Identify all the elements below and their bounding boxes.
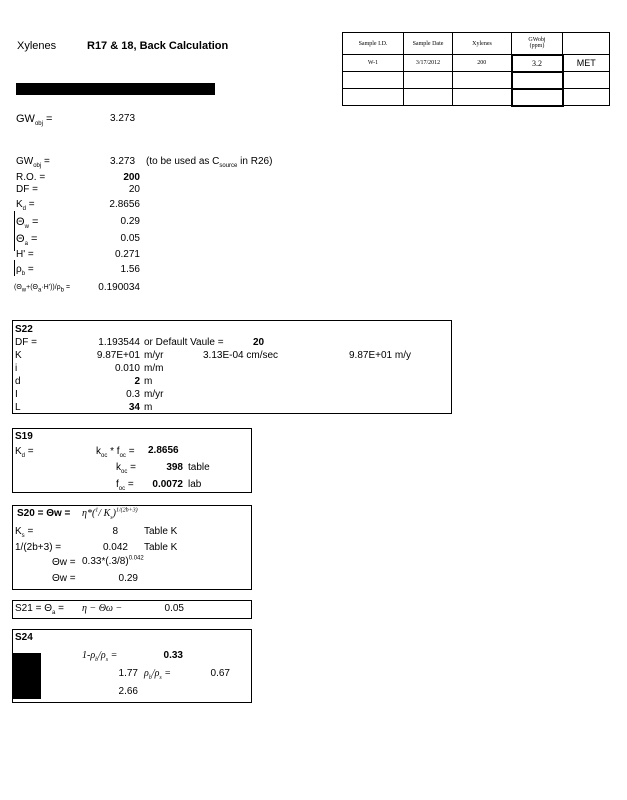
bracket-line xyxy=(14,211,15,251)
df-label: DF = xyxy=(16,184,38,195)
s21-title: $S21 = \Theta_a$ = xyxy=(15,603,64,616)
sample-table xyxy=(342,32,610,107)
s22-label: K xyxy=(15,350,22,361)
s19-formula: $k_{oc} * f_{oc}$ = xyxy=(96,446,135,459)
s20-title: S20 = Θw = xyxy=(17,508,71,519)
cell-sample-date: 3/17/2012 xyxy=(404,55,453,72)
s22-value: 0.010 xyxy=(114,363,140,374)
kd-label: $K_d$ = xyxy=(16,199,35,212)
s19-title: S19 xyxy=(15,431,33,442)
s24-value-1: 0.33 xyxy=(163,650,183,661)
s20-exp-note: Table K xyxy=(144,542,178,553)
s22-label: L xyxy=(15,402,21,413)
s20-ks-note: Table K xyxy=(144,526,178,537)
s24-title: S24 xyxy=(15,632,33,643)
s24-formula-2: $\rho_b/\rho_s$ = xyxy=(144,668,171,681)
s22-unit: m xyxy=(144,376,153,387)
s19-foc-value: 0.0072 xyxy=(152,479,183,490)
s22-unit: m/m xyxy=(144,363,164,374)
gwobj-top-value: 3.273 xyxy=(110,113,136,124)
s20-theta-value: 0.29 xyxy=(118,573,138,584)
theta-w-label: $\Theta_w$ = xyxy=(16,216,39,231)
s22-title: S22 xyxy=(15,324,33,335)
s22-value: 1.193544 xyxy=(98,337,140,348)
df-value: 20 xyxy=(128,184,140,195)
s21-formula: η − Θω − xyxy=(82,603,123,614)
s22-extra2: 9.87E+01 m/y xyxy=(349,350,411,361)
factor-label: $(\Theta_w+(\Theta_a\cdot H'))/\rho_b$ = xyxy=(14,284,71,294)
s19-koc-note: table xyxy=(188,462,210,473)
s20-exp-label: 1/(2b+3) = xyxy=(15,542,62,553)
cell-status: MET xyxy=(563,55,610,72)
theta-w-value: 0.29 xyxy=(120,216,140,227)
s19-foc-note: lab xyxy=(188,479,202,490)
cell-sample-id: W-1 xyxy=(343,55,404,72)
cell-xylenes: 200 xyxy=(453,55,512,72)
s24-value-3: 0.67 xyxy=(210,668,230,679)
gwobj-note: (to be used as $C_{source}$ in R26) xyxy=(146,156,273,169)
s24-value-4: 2.66 xyxy=(118,686,138,697)
s22-value: 2 xyxy=(134,376,140,387)
s22-unit: m/yr xyxy=(144,350,164,361)
gwobj-value: 3.273 xyxy=(110,156,136,167)
s24-value-2: 1.77 xyxy=(118,668,138,679)
sample-table-header-row xyxy=(343,33,610,55)
s22-extra: 3.13E-04 cm/sec xyxy=(203,350,279,361)
s22-label: i xyxy=(15,363,18,374)
gwobj-label: $GW_{obj}$ = xyxy=(16,113,53,128)
s19-kd-label: $K_d$ = xyxy=(15,446,34,459)
s20-theta-label-2: Θw = xyxy=(52,573,76,584)
s22-unit: m xyxy=(144,402,153,413)
s22-value: 34 xyxy=(128,402,140,413)
s20-theta-label: Θw = xyxy=(52,557,76,568)
s20-theta-expr: $0.33*(.3/8)^{0.042}$ xyxy=(82,555,144,567)
header-xylenes: Xylenes xyxy=(453,33,512,55)
sample-table-row xyxy=(343,89,610,106)
header-sample-id: Sample I.D. xyxy=(343,33,404,55)
theta-a-value: 0.05 xyxy=(120,233,140,244)
rho-b-label: $\rho_b$ = xyxy=(16,264,34,277)
ro-value: 200 xyxy=(123,172,140,183)
sample-table-row xyxy=(343,72,610,89)
s20-ks-label: $K_s$ = xyxy=(15,526,34,539)
header-sample-date: Sample Date xyxy=(404,33,453,55)
s22-label: DF = xyxy=(15,337,37,348)
s24-black-block xyxy=(12,653,41,699)
s20-ks-value: 8 xyxy=(112,526,118,537)
black-bar xyxy=(16,83,215,95)
s20-formula: η*($^1$/ $K_s)^{1/(2b+3)}$ xyxy=(82,507,138,521)
s20-exp-value: 0.042 xyxy=(102,542,128,553)
sample-table-row xyxy=(343,55,610,72)
header-gwobj: GWobj (ppm) xyxy=(512,33,563,55)
theta-a-label: $\Theta_a$ = xyxy=(16,233,38,248)
compound-name: Xylenes xyxy=(17,40,57,52)
s19-koc-label: $k_{oc}$ = xyxy=(116,462,136,475)
s19-kd-value: 2.8656 xyxy=(148,445,179,456)
s22-value: 9.87E+01 xyxy=(96,350,140,361)
s22-unit: or Default Vaule = xyxy=(144,337,224,348)
kd-value: 2.8656 xyxy=(109,199,140,210)
s22-value: 0.3 xyxy=(126,389,140,400)
page-title: R17 & 18, Back Calculation xyxy=(87,40,229,52)
s19-koc-value: 398 xyxy=(166,462,183,473)
s22-label: d xyxy=(15,376,21,387)
ro-label: R.O. = xyxy=(16,172,46,183)
s22-label: I xyxy=(15,389,18,400)
s19-foc-label: $f_{oc}$ = xyxy=(116,479,134,492)
gwobj-label-2: $GW_{obj}$ = xyxy=(16,156,50,169)
s24-formula-1: $1-\rho_b/\rho_s$ = xyxy=(82,650,118,663)
h-value: 0.271 xyxy=(114,249,140,260)
bracket-line xyxy=(14,260,15,276)
h-label: H' = xyxy=(16,249,34,260)
s22-unit: m/yr xyxy=(144,389,164,400)
s21-value: 0.05 xyxy=(164,603,184,614)
header-status xyxy=(563,33,610,55)
s22-default-value: 20 xyxy=(253,337,265,348)
rho-b-value: 1.56 xyxy=(120,264,140,275)
factor-value: 0.190034 xyxy=(98,282,140,293)
cell-gwobj[interactable]: 3.2 xyxy=(512,55,563,72)
